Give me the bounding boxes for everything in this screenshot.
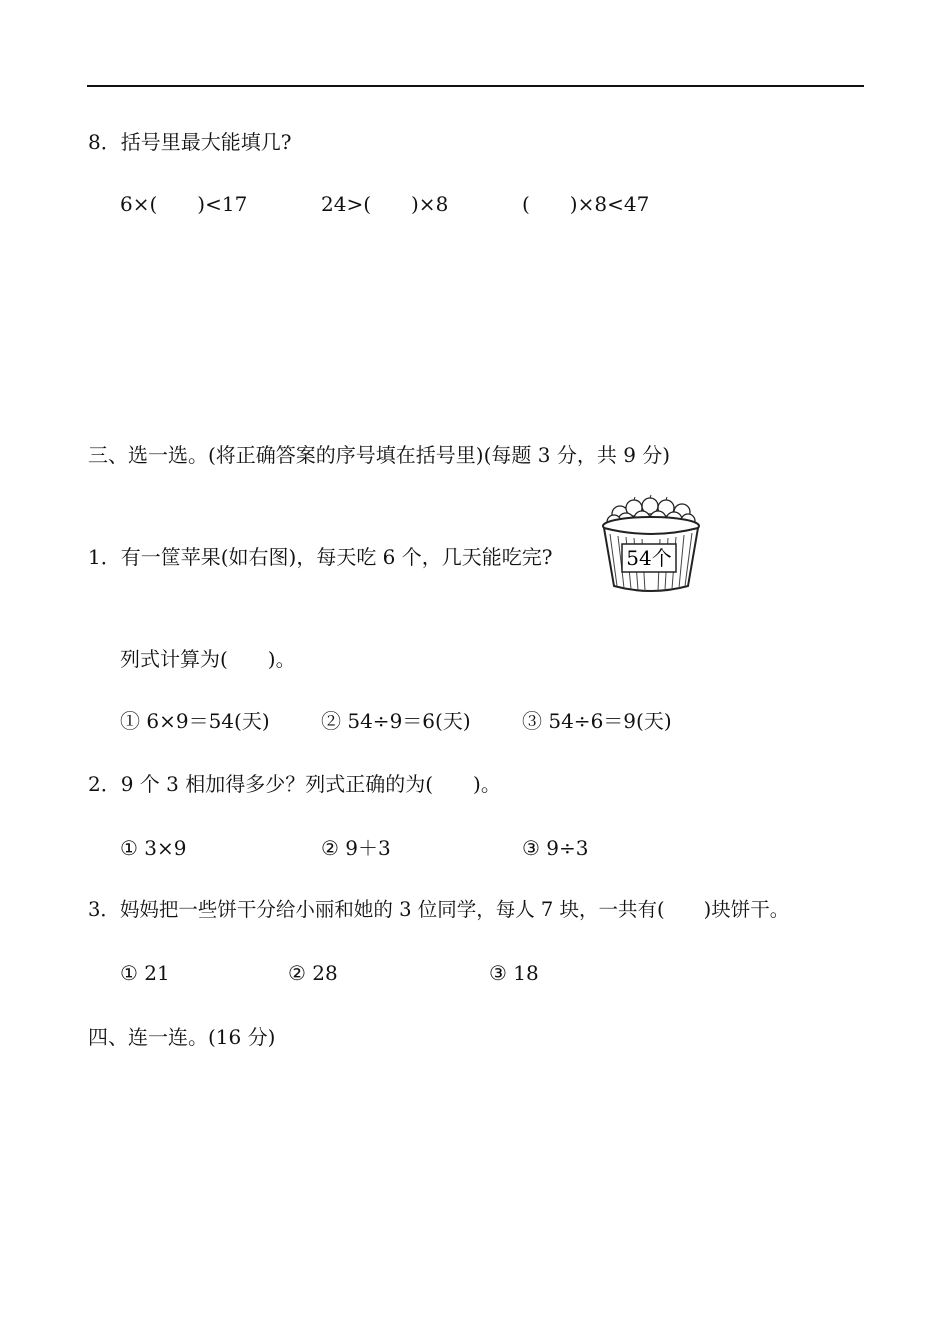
s3-q2-text: 2．9 个 3 相加得多少？列式正确的为( )。 [88, 772, 501, 796]
q8-item-2: 24>( )×8 [321, 192, 449, 216]
s3-q1-text: 1．有一筐苹果(如右图)，每天吃 6 个，几天能吃完? [88, 545, 553, 569]
section3-title: 三、选一选。(将正确答案的序号填在括号里)(每题 3 分，共 9 分) [88, 443, 671, 467]
s3-q1-option-1: ① 6×9＝54(天) [120, 709, 270, 733]
q8-title: 8．括号里最大能填几? [88, 130, 292, 154]
apple-basket-illustration [598, 488, 708, 596]
s3-q1-option-3: ③ 54÷6＝9(天) [522, 709, 672, 733]
q8-item-3: ( )×8<47 [522, 192, 650, 216]
s3-q3-option-3: ③ 18 [489, 961, 539, 985]
s3-q1-option-2: ② 54÷9＝6(天) [321, 709, 471, 733]
s3-q3-text: 3．妈妈把一些饼干分给小丽和她的 3 位同学，每人 7 块，一共有( )块饼干。 [88, 898, 790, 921]
header-rule [87, 85, 864, 87]
section4-title: 四、连一连。(16 分) [88, 1025, 276, 1049]
basket-label: 54个 [626, 546, 672, 570]
s3-q2-option-2: ② 9＋3 [321, 836, 391, 860]
q8-item-1: 6×( )<17 [120, 192, 248, 216]
s3-q1-formula: 列式计算为( )。 [120, 647, 296, 671]
s3-q3-option-1: ① 21 [120, 961, 170, 985]
s3-q3-option-2: ② 28 [288, 961, 338, 985]
s3-q2-option-3: ③ 9÷3 [522, 836, 589, 860]
s3-q2-option-1: ① 3×9 [120, 836, 187, 860]
